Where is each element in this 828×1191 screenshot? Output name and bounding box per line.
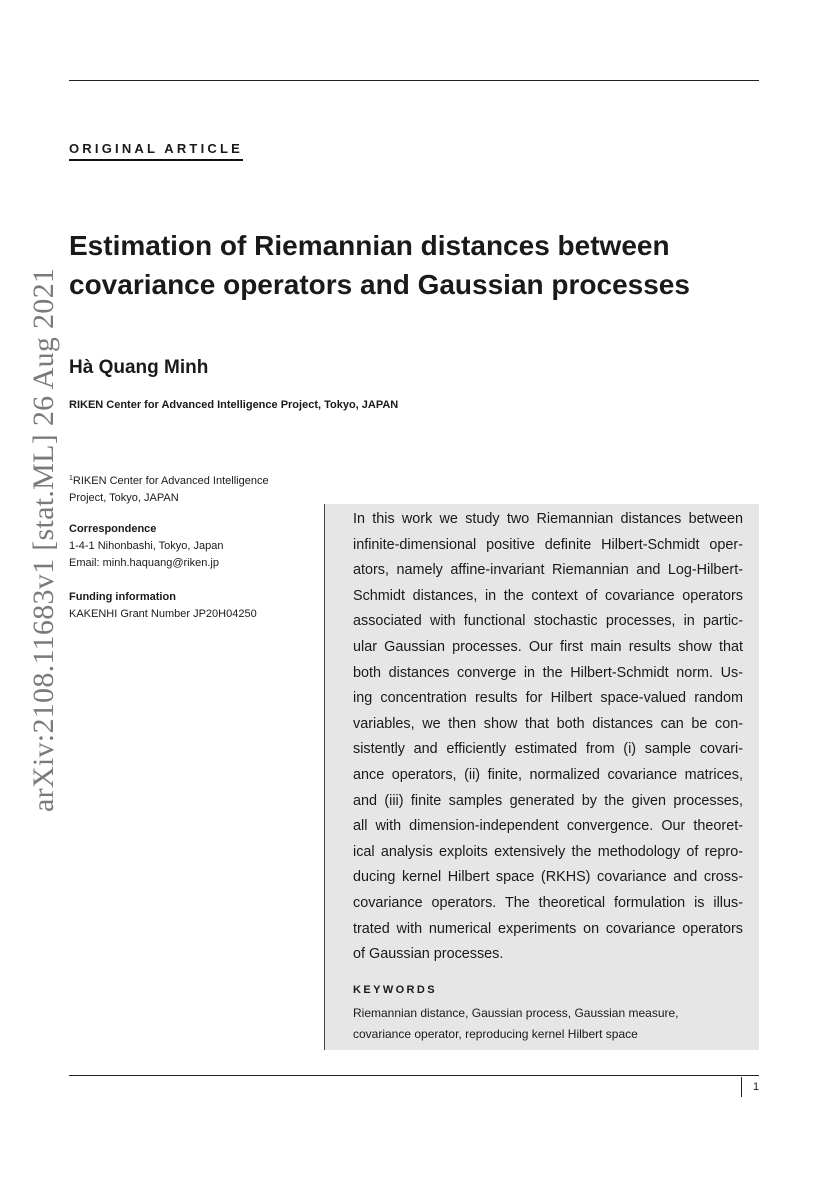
article-type-label: ORIGINAL ARTICLE bbox=[69, 141, 243, 161]
abstract-line: covariance operators. The theoretical formulation is illus- bbox=[353, 894, 743, 911]
correspondence-address: 1-4-1 Nihonbashi, Tokyo, Japan bbox=[69, 540, 224, 552]
abstract-line: Schmidt distances, in the context of covariance operators bbox=[353, 587, 743, 604]
keywords-line: covariance operator, reproducing kernel Hilbert space bbox=[353, 1027, 638, 1041]
arxiv-identifier-stamp: arXiv:2108.11683v1 [stat.ML] 26 Aug 2021 bbox=[27, 267, 60, 812]
abstract-line: ators, namely affine-invariant Riemannian and Log-Hilbert- bbox=[353, 562, 743, 579]
page-number: 1 bbox=[741, 1077, 759, 1097]
keywords-heading: KEYWORDS bbox=[353, 984, 437, 996]
footnote-marker: 1 bbox=[69, 475, 73, 482]
abstract-line: ducing kernel Hilbert space (RKHS) covariance and cross- bbox=[353, 869, 743, 886]
bottom-rule bbox=[69, 1075, 759, 1076]
paper-title bbox=[69, 226, 769, 304]
footnote-line: Project, Tokyo, JAPAN bbox=[69, 492, 179, 504]
keywords-list bbox=[353, 1003, 748, 1045]
correspondence-heading: Correspondence bbox=[69, 523, 157, 535]
abstract-line: of Gaussian processes. bbox=[353, 946, 504, 963]
abstract-line: associated with functional stochastic processes, in partic- bbox=[353, 613, 743, 630]
keywords-line: Riemannian distance, Gaussian process, Gaussian measure, bbox=[353, 1006, 679, 1020]
abstract-line: In this work we study two Riemannian distances between bbox=[353, 511, 743, 527]
affiliation-footnote bbox=[69, 470, 309, 507]
footnote-line: RIKEN Center for Advanced Intelligence bbox=[72, 475, 269, 487]
funding-block bbox=[69, 589, 257, 623]
abstract-line: ance operators, (ii) finite, normalized covariance matrices, bbox=[353, 766, 743, 783]
author-affiliation: RIKEN Center for Advanced Intelligence Project, Tokyo, JAPAN bbox=[69, 399, 399, 411]
abstract-line: ing concentration results for Hilbert space-valued random bbox=[353, 690, 743, 707]
abstract-line: sistently and efficiently estimated from (i) sample covari- bbox=[353, 741, 743, 758]
correspondence-email: Email: minh.haquang@riken.jp bbox=[69, 557, 219, 569]
abstract-line: all with dimension-independent convergence. Our theoret- bbox=[353, 818, 743, 835]
abstract-line: ical analysis exploits extensively the methodology of repro- bbox=[353, 843, 743, 860]
abstract-line: both distances converge in the Hilbert-Schmidt norm. Us- bbox=[353, 664, 743, 681]
abstract-line: and (iii) finite samples generated by the given processes, bbox=[353, 792, 743, 809]
top-rule bbox=[69, 80, 759, 81]
title-line: Estimation of Riemannian distances between bbox=[69, 230, 670, 261]
abstract-line: trated with numerical experiments on covariance operators bbox=[353, 920, 743, 937]
funding-heading: Funding information bbox=[69, 591, 176, 603]
abstract-text bbox=[353, 507, 743, 968]
abstract-line: ular Gaussian processes. Our first main results show that bbox=[353, 638, 743, 655]
funding-grant: KAKENHI Grant Number JP20H04250 bbox=[69, 608, 257, 620]
abstract-panel bbox=[324, 504, 759, 1050]
title-line: covariance operators and Gaussian processes bbox=[69, 269, 690, 300]
abstract-line: infinite-dimensional positive definite Hilbert-Schmidt oper- bbox=[353, 536, 743, 553]
author-name: Hà Quang Minh bbox=[69, 357, 209, 378]
correspondence-block bbox=[69, 521, 224, 572]
abstract-line: variables, we then show that both distances can be con- bbox=[353, 715, 743, 732]
